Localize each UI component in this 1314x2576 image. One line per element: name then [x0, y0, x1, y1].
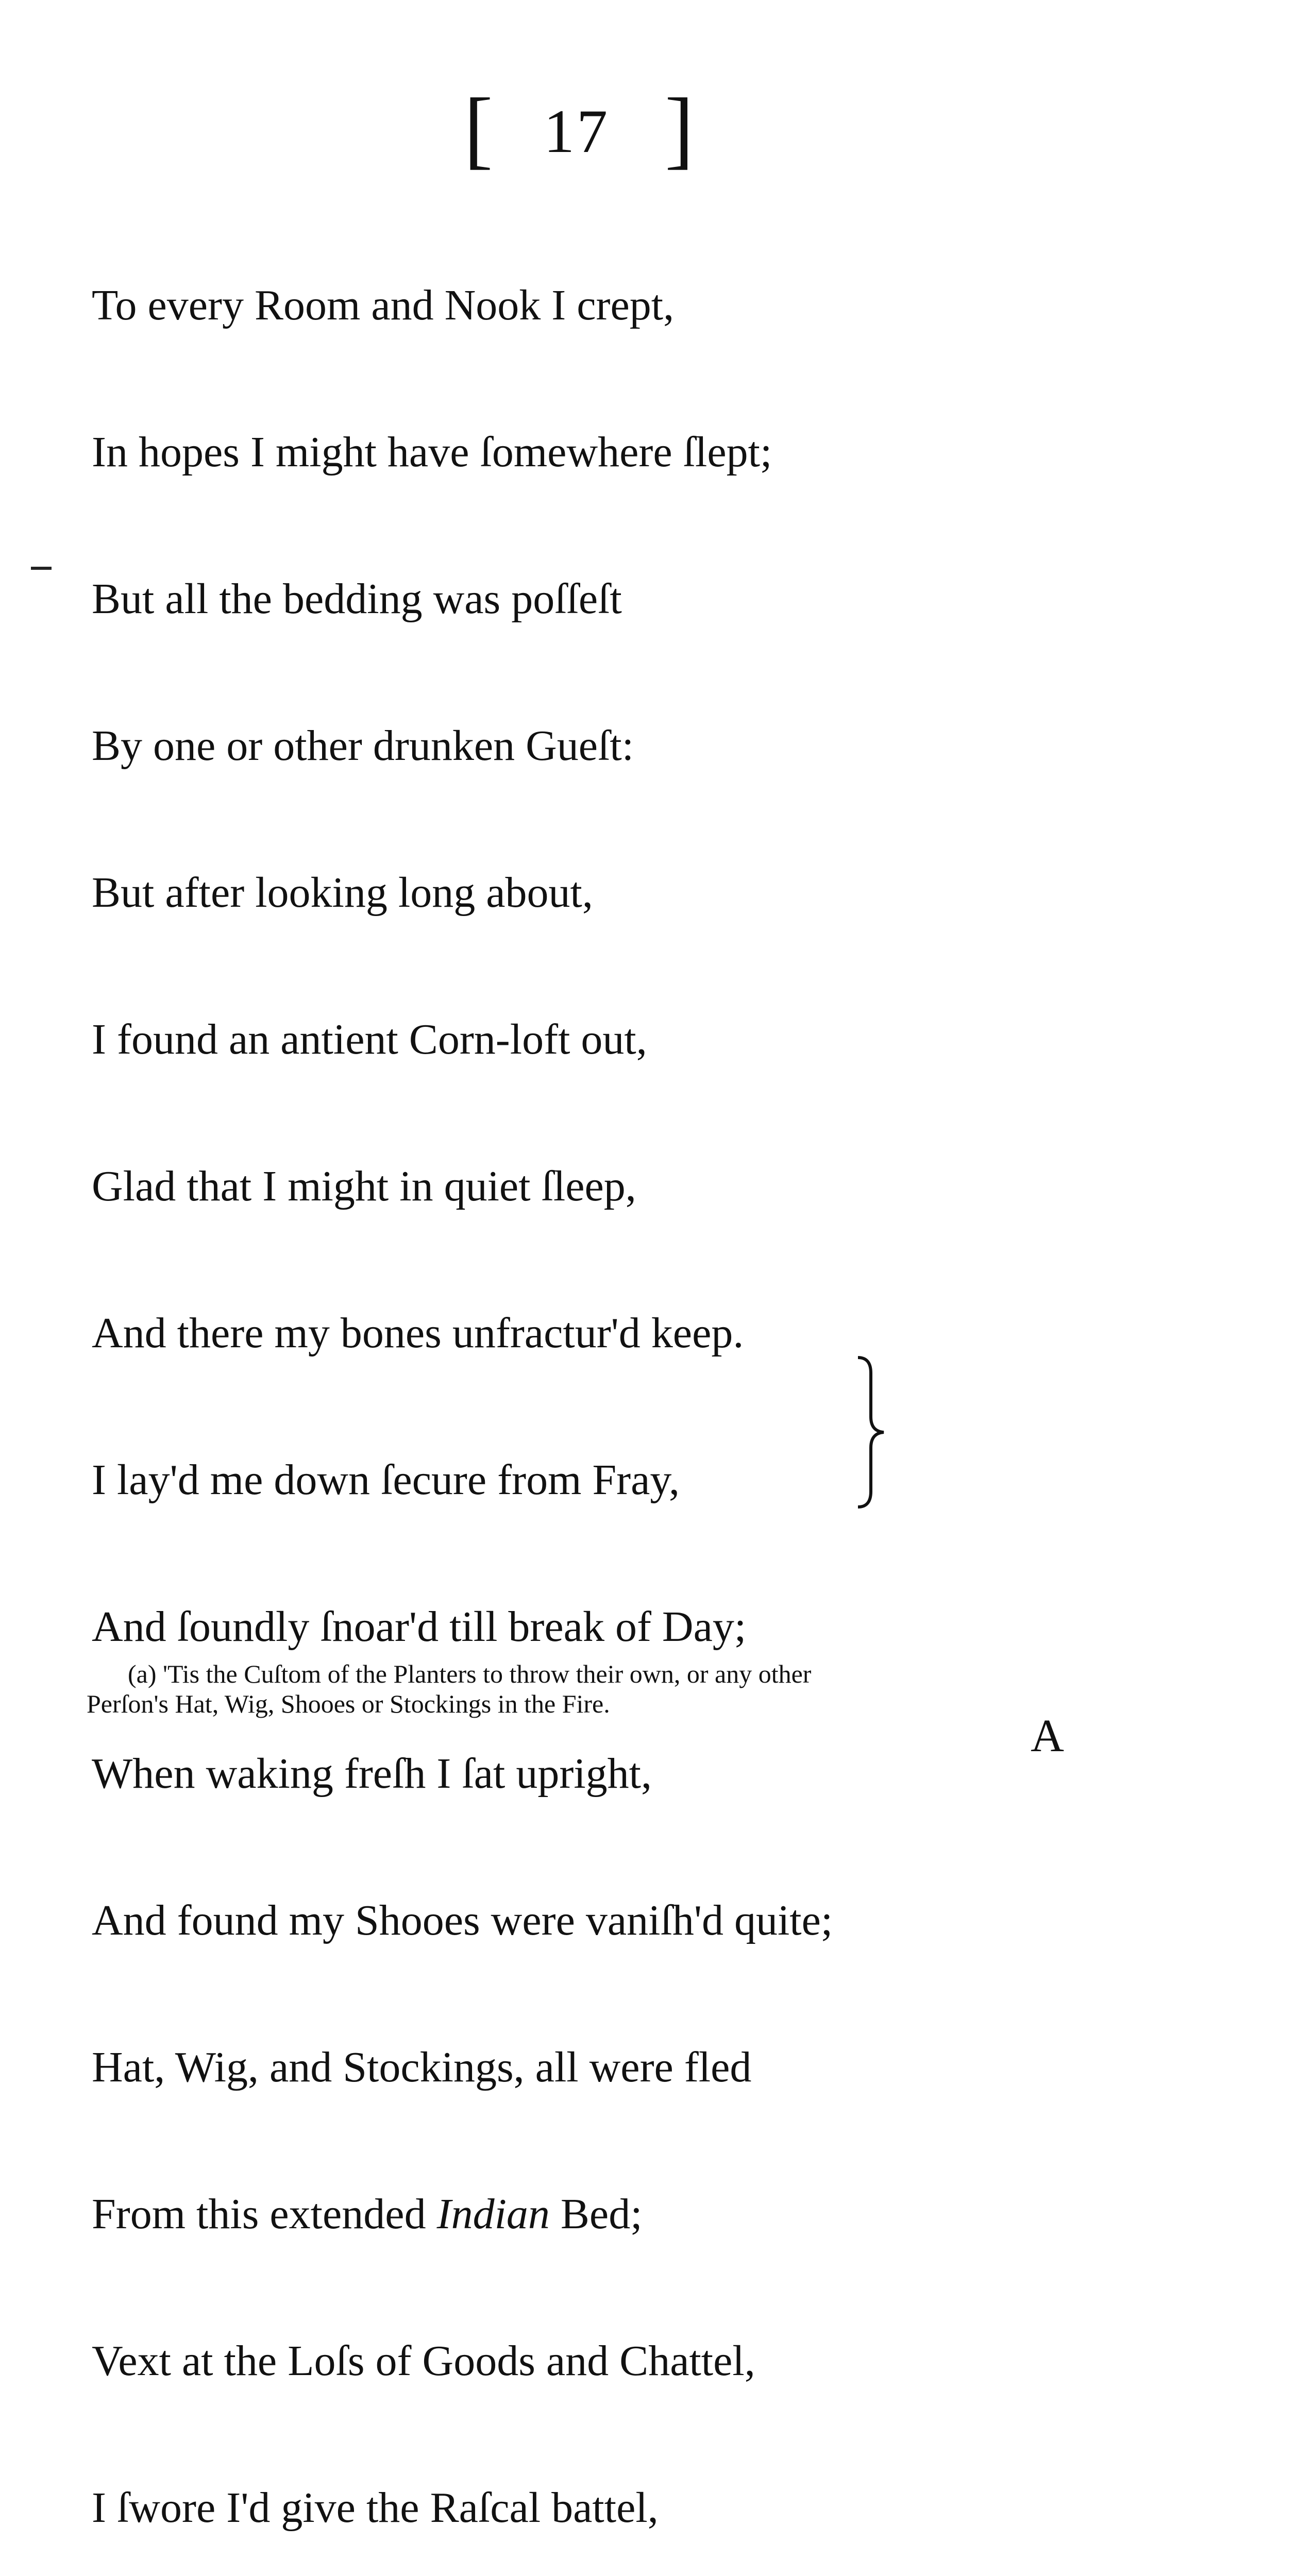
verse-line: But all the bedding was poſſeſt	[92, 575, 622, 623]
verse-line: From this extended Indian Bed;	[92, 2190, 643, 2238]
verse-line: And there my bones unfractur'd keep.	[92, 1309, 744, 1357]
verse-block	[92, 183, 1071, 2576]
verse-line: I ſwore I'd give the Raſcal battel,	[92, 2484, 659, 2532]
verse-line: When waking freſh I ſat upright,	[92, 1750, 652, 1798]
bracket-close: ]	[665, 80, 694, 177]
italic-word: Indian	[436, 2190, 550, 2238]
verse-line: In hopes I might have ſomewhere ſlept;	[92, 428, 772, 476]
bracket-open: [	[464, 80, 493, 177]
verse-line: To every Room and Nook I crept,	[92, 281, 675, 329]
verse-line: Vext at the Loſs of Goods and Chattel,	[92, 2337, 755, 2385]
verse-line: But after looking long about,	[92, 869, 593, 917]
verse-line: I lay'd me down ſecure from Fray,	[92, 1456, 680, 1504]
margin-mark	[31, 567, 52, 570]
footnote-line: (a) 'Tis the Cuſtom of the Planters to throw their own, or any other	[128, 1659, 812, 1688]
verse-line: And ſoundly ſnoar'd till break of Day;	[92, 1603, 747, 1651]
verse-line: By one or other drunken Gueſt:	[92, 722, 634, 770]
footnote-line: Perſon's Hat, Wig, Shooes or Stockings in the Fire.	[87, 1689, 610, 1718]
footnote-marker: (a)	[128, 1659, 157, 1688]
verse-line: Glad that I might in quiet ſleep,	[92, 1162, 636, 1210]
page-number: 17	[544, 97, 610, 165]
verse-line: I found an antient Corn-loft out,	[92, 1015, 647, 1063]
triplet-brace	[853, 1355, 894, 1510]
page-header	[448, 80, 696, 177]
catchword: A	[1031, 1710, 1064, 1761]
verse-line: Hat, Wig, and Stockings, all were fled	[92, 2043, 752, 2091]
verse-line: And found my Shooes were vaniſh'd quite;	[92, 1896, 833, 1944]
footnote	[87, 1659, 1091, 1719]
